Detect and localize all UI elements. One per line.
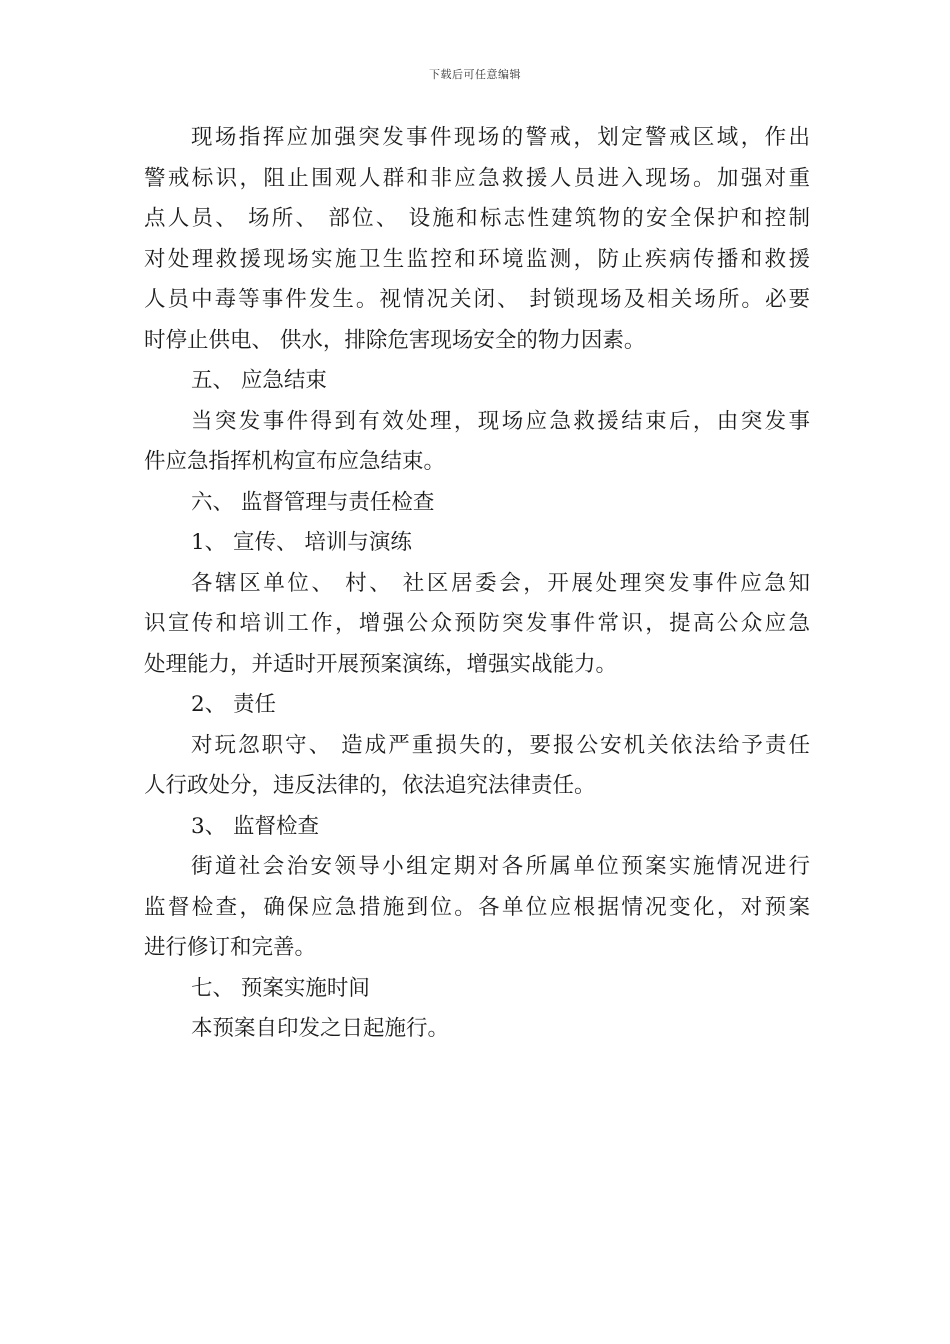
paragraph-line: 本预案自印发之日起施行。 bbox=[191, 1016, 450, 1041]
paragraph-line: 识宣传和培训工作，增强公众预防突发事件常识，提高公众应急 bbox=[144, 611, 810, 636]
paragraph-responsibility bbox=[144, 726, 810, 807]
page-header-note: 下载后可任意编辑 bbox=[429, 68, 521, 81]
paragraph-emergency-end bbox=[144, 402, 810, 483]
paragraph-line: 件应急指挥机构宣布应急结束。 bbox=[144, 449, 446, 474]
subsection-heading-6-1: 1、 宣传、 培训与演练 bbox=[191, 530, 412, 555]
paragraph-scene-command bbox=[144, 118, 810, 361]
paragraph-effective-date bbox=[144, 1009, 810, 1050]
paragraph-training bbox=[144, 564, 810, 686]
section-heading-6: 六、 监督管理与责任检查 bbox=[191, 489, 435, 515]
paragraph-line: 时停止供电、 供水，排除危害现场安全的物力因素。 bbox=[144, 327, 646, 353]
paragraph-line: 监督检查，确保应急措施到位。各单位应根据情况变化，对预案 bbox=[144, 894, 810, 920]
section-heading-5: 五、 应急结束 bbox=[191, 368, 327, 393]
paragraph-line: 警戒标识，阻止围观人群和非应急救援人员进入现场。加强对重 bbox=[144, 165, 810, 191]
paragraph-line: 人员中毒等事件发生。视情况关闭、 封锁现场及相关场所。必要 bbox=[144, 287, 810, 312]
paragraph-line: 街道社会治安领导小组定期对各所属单位预案实施情况进行 bbox=[191, 854, 810, 879]
paragraph-line: 进行修订和完善。 bbox=[144, 935, 317, 960]
paragraph-line: 对玩忽职守、 造成严重损失的，要报公安机关依法给予责任 bbox=[191, 732, 810, 758]
document-body bbox=[144, 118, 810, 1050]
paragraph-line: 处理能力，并适时开展预案演练，增强实战能力。 bbox=[144, 651, 618, 677]
paragraph-line: 人行政处分，违反法律的，依法追究法律责任。 bbox=[144, 773, 596, 798]
paragraph-line: 对处理救援现场实施卫生监控和环境监测，防止疾病传播和救援 bbox=[144, 246, 810, 272]
section-heading-7: 七、 预案实施时间 bbox=[191, 975, 370, 1001]
paragraph-supervision bbox=[144, 847, 810, 969]
subsection-heading-6-3: 3、 监督检查 bbox=[191, 813, 320, 839]
paragraph-line: 现场指挥应加强突发事件现场的警戒，划定警戒区域，作出 bbox=[191, 125, 810, 150]
paragraph-line: 点人员、 场所、 部位、 设施和标志性建筑物的安全保护和控制 bbox=[144, 206, 810, 231]
paragraph-line: 各辖区单位、 村、 社区居委会，开展处理突发事件应急知 bbox=[191, 570, 810, 596]
subsection-heading-6-2: 2、 责任 bbox=[191, 692, 277, 717]
paragraph-line: 当突发事件得到有效处理，现场应急救援结束后，由突发事 bbox=[191, 408, 810, 434]
